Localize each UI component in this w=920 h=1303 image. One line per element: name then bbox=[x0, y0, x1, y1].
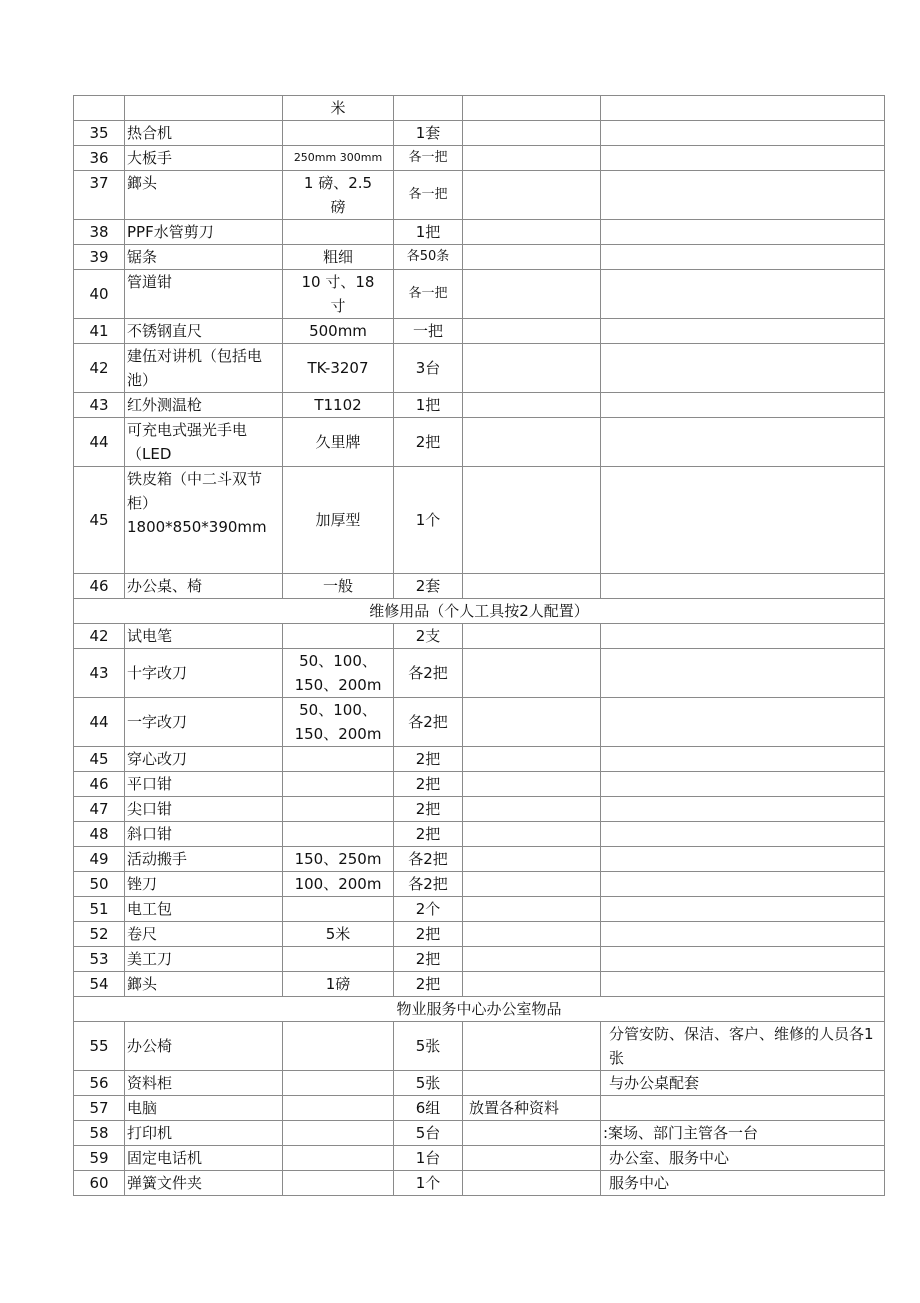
row-no: 48 bbox=[74, 822, 125, 847]
row-name: 鎯头 bbox=[125, 171, 283, 220]
row-col5: 放置各种资料 bbox=[463, 1096, 601, 1121]
row-no: 41 bbox=[74, 319, 125, 344]
row-name: 不锈钢直尺 bbox=[125, 319, 283, 344]
row-spec: 米 bbox=[283, 96, 394, 121]
row-name: PPF水管剪刀 bbox=[125, 220, 283, 245]
row-spec bbox=[283, 1096, 394, 1121]
row-qty bbox=[394, 96, 463, 121]
row-qty: 2把 bbox=[394, 747, 463, 772]
row-qty: 各2把 bbox=[394, 649, 463, 698]
table-row bbox=[74, 747, 885, 772]
row-spec bbox=[283, 220, 394, 245]
section-title: 物业服务中心办公室物品 bbox=[74, 997, 885, 1022]
row-note bbox=[601, 1096, 885, 1121]
row-spec: 10 寸、18 寸 bbox=[283, 270, 394, 319]
row-name: 打印机 bbox=[125, 1121, 283, 1146]
row-spec: 5米 bbox=[283, 922, 394, 947]
table-row bbox=[74, 574, 885, 599]
row-spec: 1 磅、2.5 磅 bbox=[283, 171, 394, 220]
row-note: 与办公桌配套 bbox=[601, 1071, 885, 1096]
row-no: 55 bbox=[74, 1022, 125, 1071]
row-spec bbox=[283, 797, 394, 822]
row-qty: 1把 bbox=[394, 393, 463, 418]
table-row bbox=[74, 96, 885, 121]
row-no: 50 bbox=[74, 872, 125, 897]
row-name: 建伍对讲机（包括电池） bbox=[125, 344, 283, 393]
row-name: 美工刀 bbox=[125, 947, 283, 972]
row-no: 46 bbox=[74, 574, 125, 599]
row-no: 37 bbox=[74, 171, 125, 220]
row-qty: 一把 bbox=[394, 319, 463, 344]
row-no: 45 bbox=[74, 467, 125, 574]
row-qty: 1个 bbox=[394, 1171, 463, 1196]
table-row bbox=[74, 467, 885, 574]
row-no: 43 bbox=[74, 649, 125, 698]
row-col5 bbox=[463, 1121, 601, 1146]
row-no: 58 bbox=[74, 1121, 125, 1146]
row-no: 47 bbox=[74, 797, 125, 822]
table-row bbox=[74, 220, 885, 245]
row-no bbox=[74, 96, 125, 121]
row-qty: 5张 bbox=[394, 1071, 463, 1096]
row-qty: 2把 bbox=[394, 772, 463, 797]
row-qty: 各一把 bbox=[394, 270, 463, 319]
row-no: 36 bbox=[74, 146, 125, 171]
row-name: 大板手 bbox=[125, 146, 283, 171]
section-title: 维修用品（个人工具按2人配置） bbox=[74, 599, 885, 624]
row-qty: 2把 bbox=[394, 822, 463, 847]
table-row bbox=[74, 418, 885, 467]
row-qty: 各一把 bbox=[394, 171, 463, 220]
row-no: 44 bbox=[74, 698, 125, 747]
row-no: 38 bbox=[74, 220, 125, 245]
row-qty: 2把 bbox=[394, 922, 463, 947]
row-note: 分管安防、保洁、客户、维修的人员各1张 bbox=[601, 1022, 885, 1071]
row-spec: 一般 bbox=[283, 574, 394, 599]
row-qty: 5张 bbox=[394, 1022, 463, 1071]
row-no: 49 bbox=[74, 847, 125, 872]
table-row bbox=[74, 1022, 885, 1071]
table-row bbox=[74, 344, 885, 393]
row-no: 60 bbox=[74, 1171, 125, 1196]
row-spec: 150、250m bbox=[283, 847, 394, 872]
row-no: 42 bbox=[74, 624, 125, 649]
row-spec bbox=[283, 897, 394, 922]
row-spec bbox=[283, 1146, 394, 1171]
row-no: 45 bbox=[74, 747, 125, 772]
row-name: 热合机 bbox=[125, 121, 283, 146]
row-no: 56 bbox=[74, 1071, 125, 1096]
table-row bbox=[74, 624, 885, 649]
table-row bbox=[74, 171, 885, 220]
row-name: 资料柜 bbox=[125, 1071, 283, 1096]
row-no: 59 bbox=[74, 1146, 125, 1171]
table-row bbox=[74, 947, 885, 972]
row-no: 43 bbox=[74, 393, 125, 418]
row-qty: 5台 bbox=[394, 1121, 463, 1146]
row-col5 bbox=[463, 1171, 601, 1196]
row-qty: 2个 bbox=[394, 897, 463, 922]
row-name: 尖口钳 bbox=[125, 797, 283, 822]
row-no: 53 bbox=[74, 947, 125, 972]
row-spec: 250mm 300mm bbox=[283, 146, 394, 171]
row-qty: 1套 bbox=[394, 121, 463, 146]
table-row bbox=[74, 1171, 885, 1196]
table-row bbox=[74, 1121, 885, 1146]
table-row bbox=[74, 270, 885, 319]
row-note: 服务中心 bbox=[601, 1171, 885, 1196]
row-name: 电工包 bbox=[125, 897, 283, 922]
row-name: 固定电话机 bbox=[125, 1146, 283, 1171]
row-name: 试电笔 bbox=[125, 624, 283, 649]
row-name: 办公桌、椅 bbox=[125, 574, 283, 599]
row-name: 鎯头 bbox=[125, 972, 283, 997]
row-name: 铁皮箱（中二斗双节柜）1800*850*390mm bbox=[125, 467, 283, 574]
row-qty: 各2把 bbox=[394, 872, 463, 897]
row-spec: 100、200m bbox=[283, 872, 394, 897]
row-no: 35 bbox=[74, 121, 125, 146]
row-spec bbox=[283, 1171, 394, 1196]
row-note: 办公室、服务中心 bbox=[601, 1146, 885, 1171]
row-spec bbox=[283, 1121, 394, 1146]
row-col5 bbox=[463, 1071, 601, 1096]
table-row bbox=[74, 1096, 885, 1121]
row-qty: 2把 bbox=[394, 418, 463, 467]
table-row bbox=[74, 319, 885, 344]
section-header-row bbox=[74, 997, 885, 1022]
row-col5 bbox=[463, 1146, 601, 1171]
table-row bbox=[74, 972, 885, 997]
row-name bbox=[125, 96, 283, 121]
table-row bbox=[74, 245, 885, 270]
row-spec bbox=[283, 1071, 394, 1096]
row-name: 斜口钳 bbox=[125, 822, 283, 847]
table-row bbox=[74, 146, 885, 171]
row-name: 活动搬手 bbox=[125, 847, 283, 872]
row-spec: 1磅 bbox=[283, 972, 394, 997]
row-qty: 各2把 bbox=[394, 847, 463, 872]
row-name: 一字改刀 bbox=[125, 698, 283, 747]
row-qty: 6组 bbox=[394, 1096, 463, 1121]
row-spec: 加厚型 bbox=[283, 467, 394, 574]
row-spec: 500mm bbox=[283, 319, 394, 344]
row-spec: 粗细 bbox=[283, 245, 394, 270]
table-row bbox=[74, 847, 885, 872]
row-no: 54 bbox=[74, 972, 125, 997]
row-note: :案场、部门主管各一台 bbox=[601, 1121, 885, 1146]
table-row bbox=[74, 897, 885, 922]
row-name: 可充电式强光手电（LED bbox=[125, 418, 283, 467]
row-qty: 各50条 bbox=[394, 245, 463, 270]
table-row bbox=[74, 698, 885, 747]
table-row bbox=[74, 822, 885, 847]
row-spec bbox=[283, 121, 394, 146]
row-qty: 1个 bbox=[394, 467, 463, 574]
table-row bbox=[74, 121, 885, 146]
row-qty: 2套 bbox=[394, 574, 463, 599]
row-name: 十字改刀 bbox=[125, 649, 283, 698]
row-name: 办公椅 bbox=[125, 1022, 283, 1071]
row-qty: 2把 bbox=[394, 947, 463, 972]
row-no: 46 bbox=[74, 772, 125, 797]
row-no: 42 bbox=[74, 344, 125, 393]
row-qty: 2把 bbox=[394, 972, 463, 997]
row-name: 平口钳 bbox=[125, 772, 283, 797]
row-name: 卷尺 bbox=[125, 922, 283, 947]
row-no: 39 bbox=[74, 245, 125, 270]
row-name: 红外测温枪 bbox=[125, 393, 283, 418]
row-qty: 各2把 bbox=[394, 698, 463, 747]
row-name: 锉刀 bbox=[125, 872, 283, 897]
row-spec bbox=[283, 947, 394, 972]
row-spec bbox=[283, 1022, 394, 1071]
row-name: 管道钳 bbox=[125, 270, 283, 319]
row-spec: TK-3207 bbox=[283, 344, 394, 393]
row-name: 穿心改刀 bbox=[125, 747, 283, 772]
row-spec bbox=[283, 747, 394, 772]
row-qty: 各一把 bbox=[394, 146, 463, 171]
row-name: 电脑 bbox=[125, 1096, 283, 1121]
row-qty: 3台 bbox=[394, 344, 463, 393]
row-no: 44 bbox=[74, 418, 125, 467]
row-no: 51 bbox=[74, 897, 125, 922]
row-no: 52 bbox=[74, 922, 125, 947]
row-spec: 50、100、150、200m bbox=[283, 649, 394, 698]
table-row bbox=[74, 922, 885, 947]
row-spec: T1102 bbox=[283, 393, 394, 418]
row-spec: 久里牌 bbox=[283, 418, 394, 467]
table-row bbox=[74, 649, 885, 698]
table-row bbox=[74, 393, 885, 418]
row-col5 bbox=[463, 1022, 601, 1071]
table-row bbox=[74, 772, 885, 797]
row-name: 弹簧文件夹 bbox=[125, 1171, 283, 1196]
row-qty: 2支 bbox=[394, 624, 463, 649]
row-no: 57 bbox=[74, 1096, 125, 1121]
row-spec bbox=[283, 772, 394, 797]
row-spec: 50、100、150、200m bbox=[283, 698, 394, 747]
row-qty: 2把 bbox=[394, 797, 463, 822]
row-no: 40 bbox=[74, 270, 125, 319]
equipment-table bbox=[73, 95, 885, 1196]
row-spec bbox=[283, 822, 394, 847]
section-header-row bbox=[74, 599, 885, 624]
row-qty: 1台 bbox=[394, 1146, 463, 1171]
table-row bbox=[74, 1146, 885, 1171]
table-row bbox=[74, 797, 885, 822]
row-name: 锯条 bbox=[125, 245, 283, 270]
table-row bbox=[74, 1071, 885, 1096]
table-row bbox=[74, 872, 885, 897]
row-qty: 1把 bbox=[394, 220, 463, 245]
row-spec bbox=[283, 624, 394, 649]
